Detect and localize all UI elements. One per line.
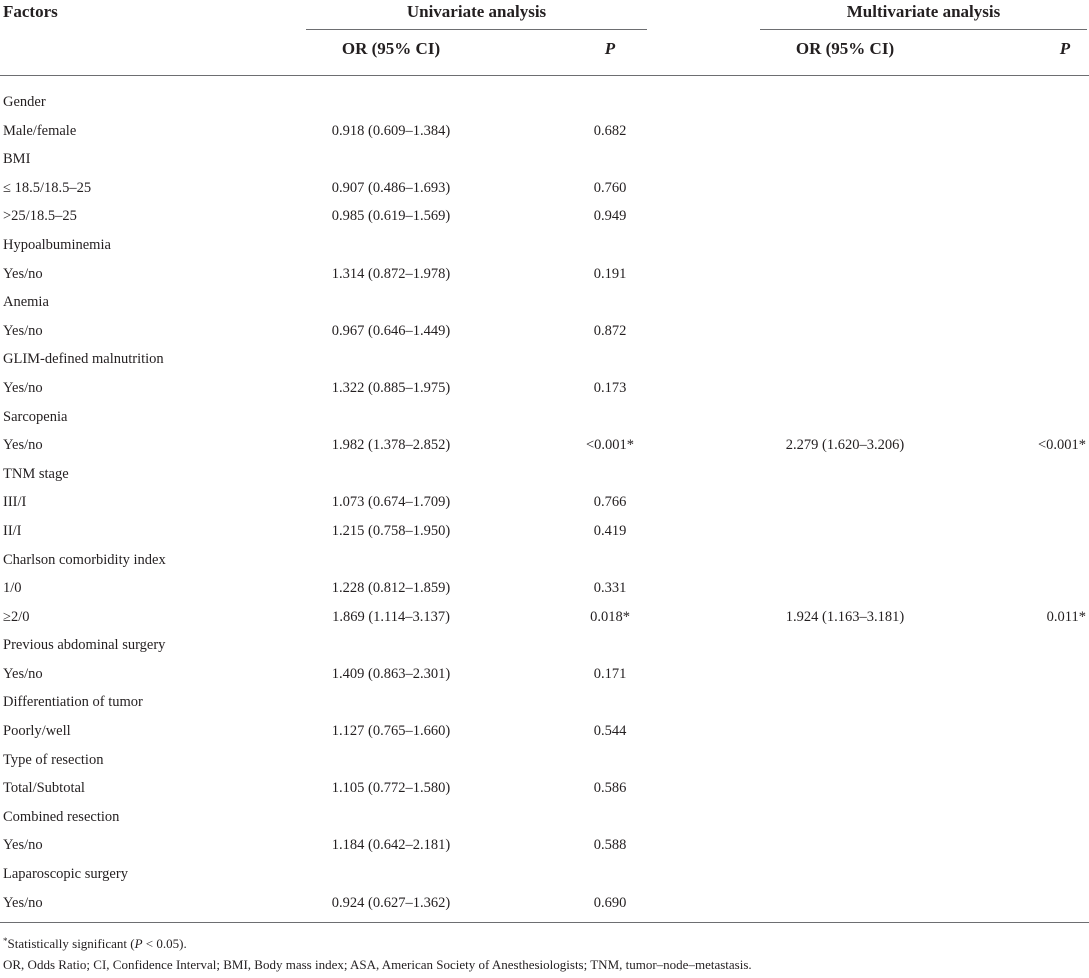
or-univariate-cell: 1.322 (0.885–1.975): [331, 379, 451, 396]
factor-cell: TNM stage: [3, 465, 69, 482]
factor-cell: Differentiation of tumor: [3, 694, 143, 711]
p-univariate-cell: 0.171: [593, 665, 627, 682]
table-bottom-rule: [0, 922, 1089, 923]
factor-cell: 1/0: [3, 580, 22, 597]
table-row: [0, 405, 1089, 434]
factor-cell: BMI: [3, 151, 31, 168]
p-univariate-cell: 0.588: [593, 837, 627, 854]
factor-cell: Male/female: [3, 122, 77, 139]
significance-tail: < 0.05).: [142, 936, 187, 951]
or-univariate-cell: 1.228 (0.812–1.859): [331, 580, 451, 597]
or-univariate-cell: 1.127 (0.765–1.660): [331, 723, 451, 740]
or-univariate-cell: 0.918 (0.609–1.384): [331, 122, 451, 139]
table-row: [0, 376, 1089, 405]
p-univariate-cell: 0.760: [593, 179, 627, 196]
significance-marker: *: [3, 936, 8, 946]
table-row: [0, 176, 1089, 205]
factor-cell: Charlson comorbidity index: [3, 551, 166, 568]
table-row: [0, 633, 1089, 662]
p-univariate-cell: 0.690: [593, 894, 627, 911]
table-row: [0, 290, 1089, 319]
or-univariate-cell: 1.105 (0.772–1.580): [331, 780, 451, 797]
table-row: [0, 147, 1089, 176]
p-univariate-cell: 0.331: [593, 580, 627, 597]
table-body: [0, 76, 1089, 919]
p-multivariate-cell: 0.011*: [1046, 608, 1086, 625]
factor-cell: Yes/no: [3, 322, 43, 339]
table-row: [0, 862, 1089, 891]
p-univariate-cell: 0.419: [593, 522, 627, 539]
or-univariate-cell: 0.924 (0.627–1.362): [331, 894, 451, 911]
header-multivariate: Multivariate analysis: [846, 2, 1001, 21]
or-univariate-cell: 0.967 (0.646–1.449): [331, 322, 451, 339]
table-row: [0, 805, 1089, 834]
abbreviations-footnote: OR, Odds Ratio; CI, Confidence Interval; BMI, Body mass index; ASA, American Society of Anesthesiologists; TNM, tumor–node–metastasis.: [3, 957, 752, 972]
factor-cell: Total/Subtotal: [3, 780, 85, 797]
or-univariate-cell: 1.073 (0.674–1.709): [331, 494, 451, 511]
p-univariate-cell: 0.173: [593, 379, 627, 396]
factor-cell: III/I: [3, 494, 27, 511]
or-multivariate-cell: 2.279 (1.620–3.206): [785, 437, 905, 454]
factor-cell: Sarcopenia: [3, 408, 68, 425]
factor-cell: Gender: [3, 94, 46, 110]
significance-note: Statistically significant (: [7, 936, 135, 951]
header-or-ci-multivariate: OR (95% CI): [795, 39, 895, 58]
p-univariate-cell: 0.949: [593, 208, 627, 225]
factor-cell: II/I: [3, 522, 22, 539]
factor-cell: GLIM-defined malnutrition: [3, 351, 164, 368]
factor-cell: ≥2/0: [3, 608, 30, 625]
or-univariate-cell: 0.985 (0.619–1.569): [331, 208, 451, 225]
p-univariate-cell: 0.872: [593, 322, 627, 339]
table-header-top: [0, 0, 1089, 29]
factor-cell: Type of resection: [3, 751, 104, 768]
table-row: [0, 891, 1089, 920]
factor-cell: >25/18.5–25: [3, 208, 77, 225]
table-row: [0, 833, 1089, 862]
table-row: [0, 662, 1089, 691]
p-univariate-cell: 0.544: [593, 723, 627, 740]
table-row: [0, 462, 1089, 491]
table-row: [0, 719, 1089, 748]
table-row: [0, 776, 1089, 805]
factor-cell: Combined resection: [3, 808, 120, 825]
table-row: [0, 319, 1089, 348]
or-univariate-cell: 0.907 (0.486–1.693): [331, 179, 451, 196]
factor-cell: Yes/no: [3, 894, 43, 911]
table-row: [0, 576, 1089, 605]
table-header-sub: [0, 29, 1089, 75]
table-row: [0, 119, 1089, 148]
header-univariate: Univariate analysis: [406, 2, 547, 21]
p-univariate-cell: 0.682: [593, 122, 627, 139]
p-univariate-cell: 0.766: [593, 494, 627, 511]
table-row: [0, 90, 1089, 119]
header-or-ci-univariate: OR (95% CI): [341, 39, 441, 58]
factor-cell: Previous abdominal surgery: [3, 637, 166, 654]
or-univariate-cell: 1.409 (0.863–2.301): [331, 665, 451, 682]
table-row: [0, 490, 1089, 519]
significance-footnote: [3, 933, 752, 954]
or-univariate-cell: 1.982 (1.378–2.852): [331, 437, 451, 454]
factor-cell: Yes/no: [3, 379, 43, 396]
factor-cell: Yes/no: [3, 837, 43, 854]
factor-cell: ≤ 18.5/18.5–25: [3, 179, 92, 196]
factor-cell: Yes/no: [3, 437, 43, 454]
header-factors: Factors: [3, 2, 58, 21]
or-univariate-cell: 1.869 (1.114–3.137): [332, 608, 450, 625]
table-row: [0, 347, 1089, 376]
header-p-univariate: P: [604, 39, 616, 58]
table-row: [0, 605, 1089, 634]
significance-p: P: [134, 936, 143, 951]
p-univariate-cell: 0.586: [593, 780, 627, 797]
factor-cell: Poorly/well: [3, 723, 71, 740]
or-univariate-cell: 1.314 (0.872–1.978): [331, 265, 451, 282]
table-row: [0, 519, 1089, 548]
factor-cell: Anemia: [3, 294, 49, 311]
p-univariate-cell: <0.001*: [585, 437, 635, 454]
factor-cell: Hypoalbuminemia: [3, 236, 111, 253]
p-univariate-cell: 0.191: [593, 265, 627, 282]
table-row: [0, 204, 1089, 233]
or-univariate-cell: 1.215 (0.758–1.950): [331, 522, 451, 539]
or-univariate-cell: 1.184 (0.642–2.181): [331, 837, 451, 854]
p-multivariate-cell: <0.001*: [1037, 437, 1086, 454]
p-univariate-cell: 0.018*: [590, 608, 630, 625]
or-multivariate-cell: 1.924 (1.163–3.181): [785, 608, 905, 625]
table-row: [0, 748, 1089, 777]
table-footnotes: [3, 933, 752, 975]
table-row: [0, 433, 1089, 462]
factor-cell: Laparoscopic surgery: [3, 866, 128, 883]
table-row: [0, 262, 1089, 291]
table-row: [0, 690, 1089, 719]
table-row: [0, 233, 1089, 262]
header-p-multivariate: P: [1059, 39, 1071, 58]
factor-cell: Yes/no: [3, 265, 43, 282]
table-row: [0, 548, 1089, 577]
factor-cell: Yes/no: [3, 665, 43, 682]
